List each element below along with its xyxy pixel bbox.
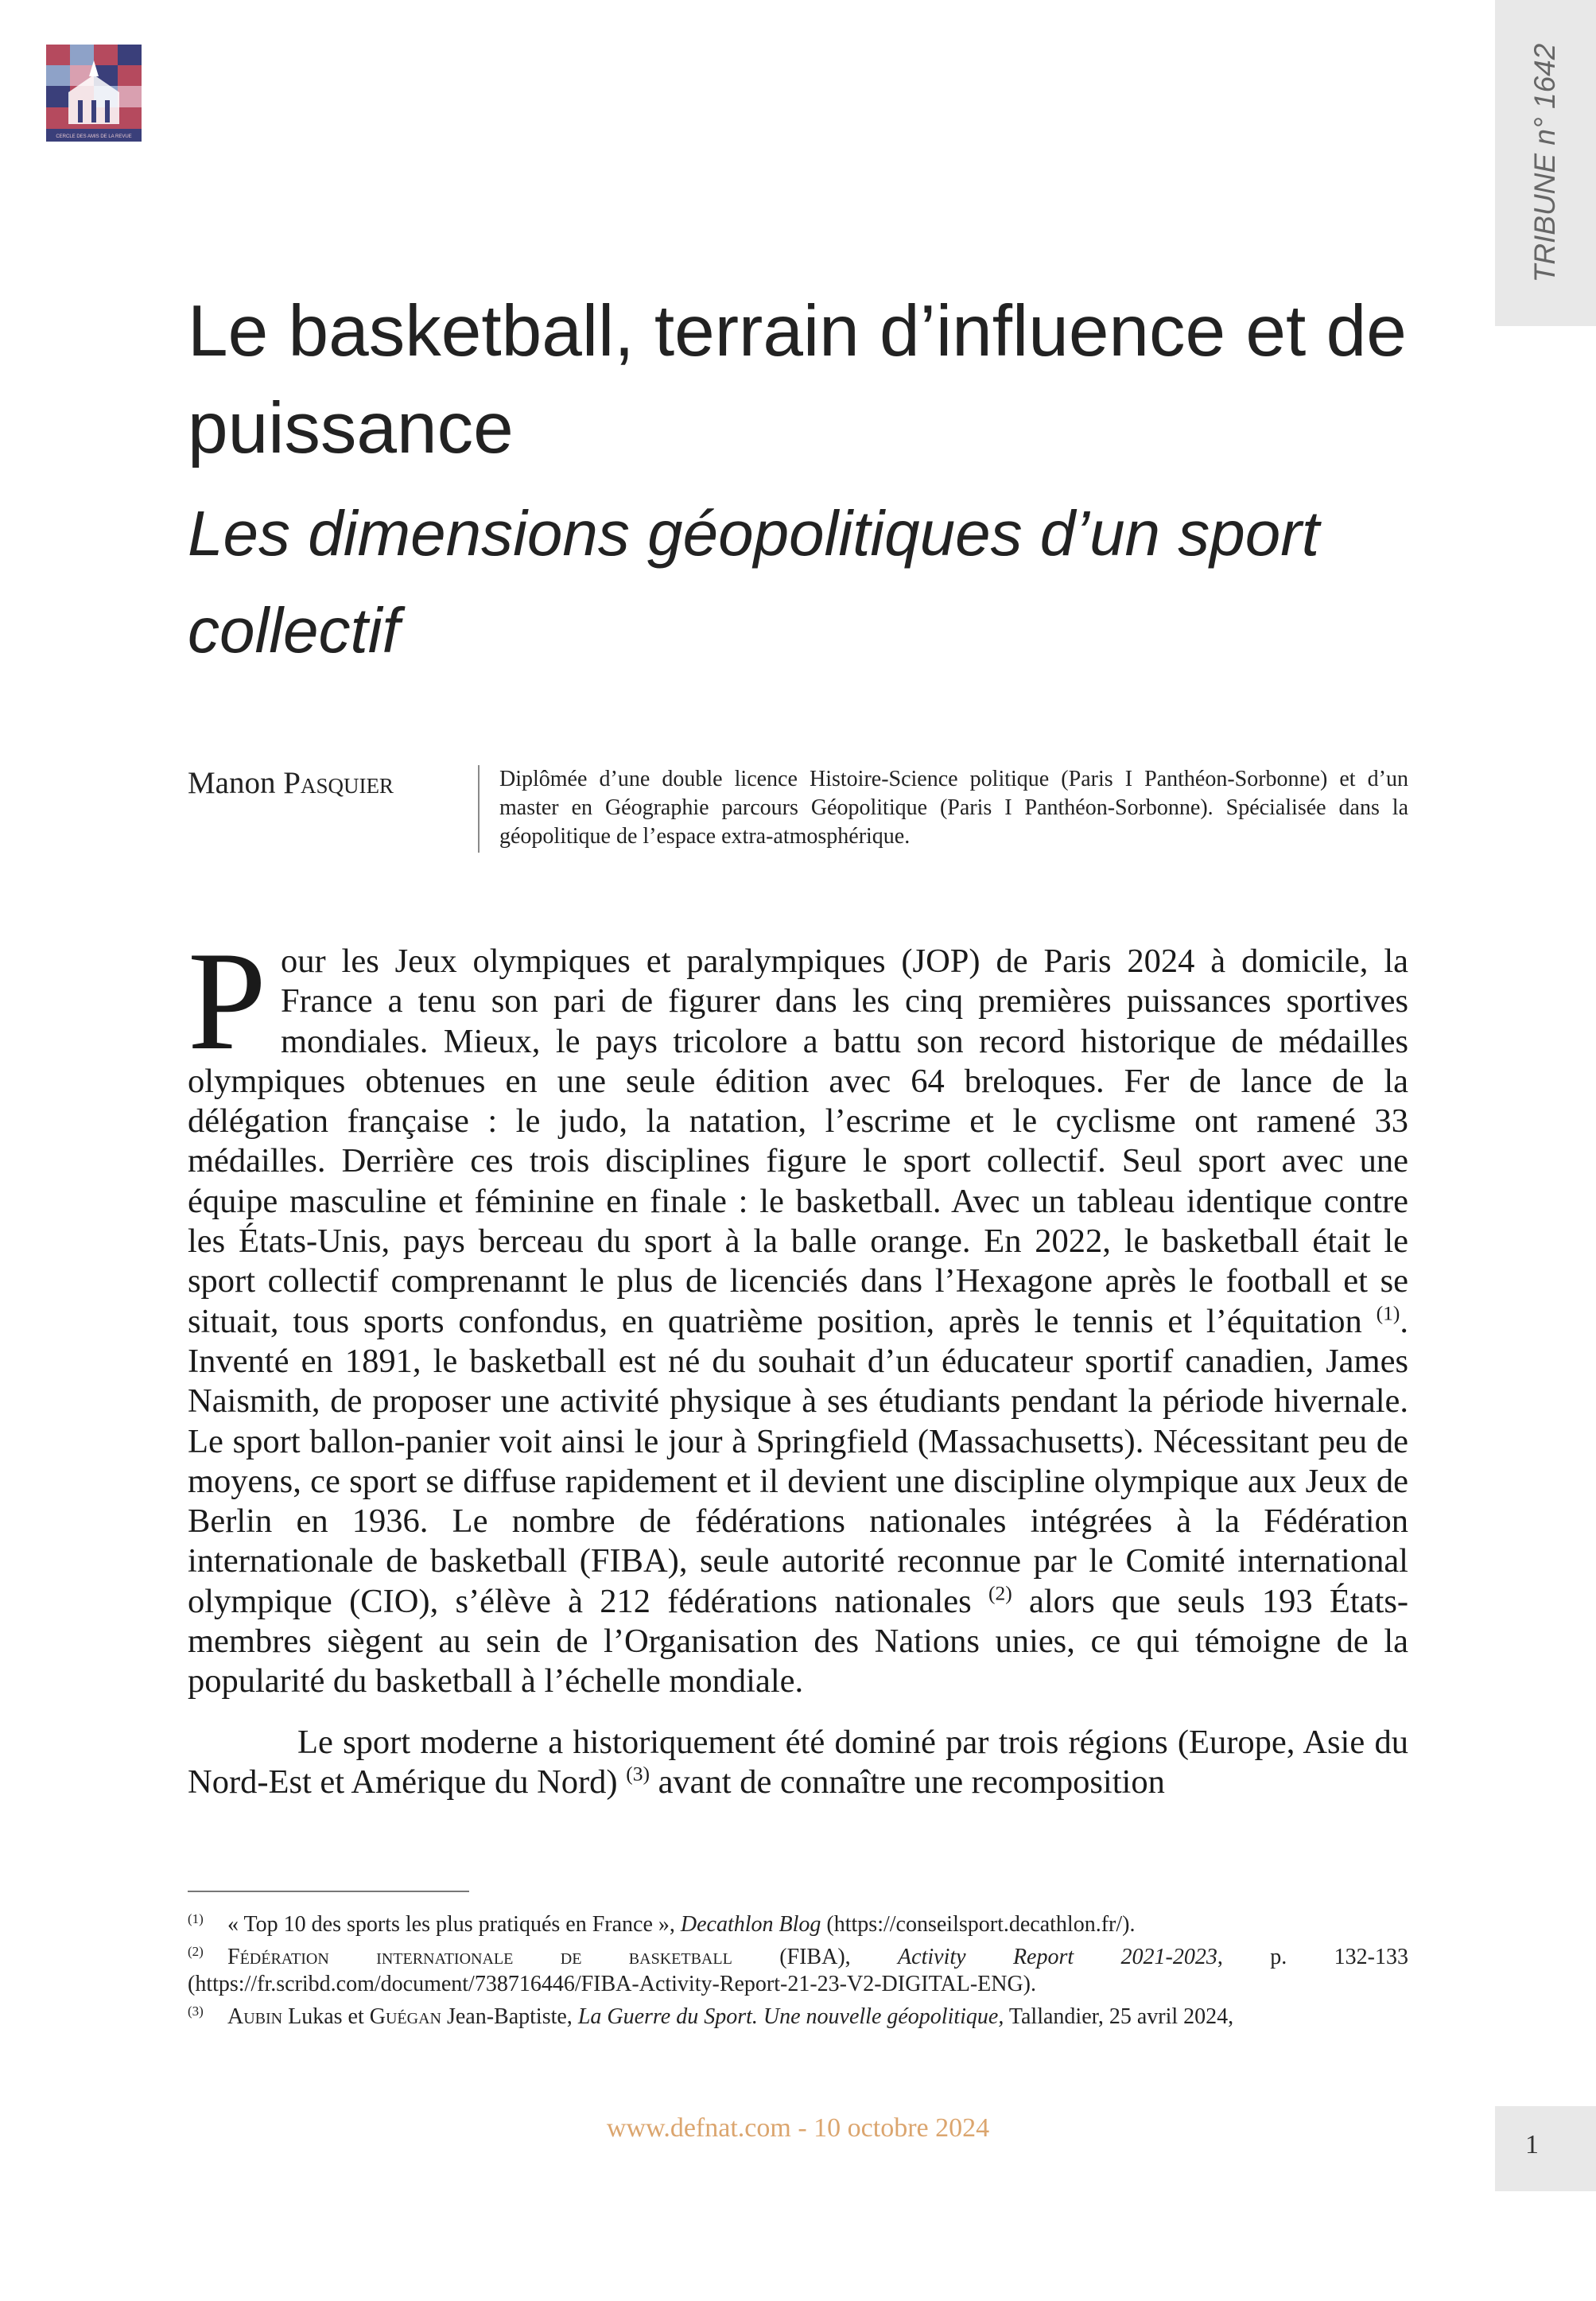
footnote-2 bbox=[188, 1938, 1408, 1998]
footnote-3 bbox=[188, 1998, 1408, 2031]
paragraph-text: our les Jeux olympiques et paralympiques (JOP) de Paris 2024 à domicile, la France a tenu son pari de figurer dans les cinq premières puissances sportives mondiales. Mieux, le pays tricolore a battu son record historique de médailles olympiques obtenues en une seule édition avec 64 breloques. Fer de lance de la délégation française : le judo, la natation, l’escrime et le cyclisme ont ramené 33 médailles. Derrière ces trois disciplines figure le sport collectif. Seul sport avec une équipe masculine et féminine en finale : le basketball. Avec un tableau identique contre les États-Unis, pays berceau du sport à la balle orange. En 2022, le basketball était le sport collectif comprenannt le plus de licenciés dans l’Hexagone après le football et se situait, tous sports confondus, en quatrième position, après le tennis et l’équitation bbox=[188, 943, 1408, 1340]
drop-cap: P bbox=[188, 922, 266, 1079]
logo-tile bbox=[118, 45, 142, 65]
logo-tile bbox=[70, 45, 94, 65]
footnote-source: La Guerre du Sport. Une nouvelle géopolitique, bbox=[577, 2004, 1004, 2029]
paragraph-1 bbox=[188, 922, 1409, 1702]
footnote-rule bbox=[188, 1891, 469, 1892]
logo-tile bbox=[46, 45, 70, 65]
footnote-text: « Top 10 des sports les plus pratiqués en France », bbox=[227, 1912, 681, 1937]
logo-image bbox=[46, 45, 142, 142]
footnote-author: Guégan bbox=[369, 2004, 441, 2029]
paragraph-text: . Inventé en 1891, le basketball est né du souhait d’un éducateur sportif canadien, James Naismith, de proposer une activité physique à ses étudiants pendant la période hivernale. Le sport ballon-panier voit ainsi le jour à Springfield (Massachusetts). Nécessitant peu de moyens, ce sport se diffuse rapidement et il devient une discipline olympique aux Jeux de Berlin en 1936. Le nombre de fédérations nationales intégrées à la Fédération internationale de basketball (FIBA), seule autorité reconnue par le Comité international olympique (CIO), s’élève à 212 fédérations nationales bbox=[188, 1302, 1408, 1620]
article-subtitle: Les dimensions géopolitiques d’un sport collectif bbox=[188, 498, 1320, 666]
author-last-name: Pasquier bbox=[283, 766, 394, 800]
paragraph-2 bbox=[188, 1723, 1408, 1803]
author-name bbox=[188, 765, 394, 801]
footnote-source: Activity Report 2021-2023 bbox=[898, 1945, 1217, 1969]
paragraph-text: avant de connaître une recomposition bbox=[649, 1763, 1165, 1801]
footnote-number: (1) bbox=[188, 1911, 204, 1926]
logo-column bbox=[105, 100, 110, 122]
footnote-author: Aubin bbox=[227, 2004, 283, 2029]
paragraph-text: alors que seuls 193 États-membres siègent au sein de l’Organisation des Nations unies, ce qui témoigne de la popularité du basketball à l’échelle mondiale. bbox=[188, 1582, 1409, 1700]
footnote-text: (FIBA), bbox=[732, 1945, 899, 1969]
footnote-1 bbox=[188, 1906, 1408, 1938]
logo-column bbox=[91, 100, 96, 122]
logo-tile bbox=[46, 86, 70, 107]
logo-tile bbox=[118, 86, 142, 107]
footnote-author: Fédération internationale de basketball bbox=[227, 1945, 732, 1969]
logo-tile bbox=[46, 65, 70, 86]
logo-column bbox=[78, 100, 83, 122]
footnotes bbox=[188, 1906, 1408, 2031]
footnote-source: Decathlon Blog bbox=[680, 1912, 821, 1937]
logo-tile bbox=[94, 45, 118, 65]
footnote-ref-1[interactable]: (1) bbox=[1376, 1301, 1400, 1325]
footnote-text: Lukas et bbox=[282, 2004, 370, 2029]
page-number-tab bbox=[1495, 2106, 1596, 2191]
tribune-tab bbox=[1495, 0, 1596, 326]
page-number: 1 bbox=[1525, 2130, 1539, 2159]
footnote-ref-2[interactable]: (2) bbox=[988, 1581, 1012, 1605]
footnote-text: Tallandier, 25 avril 2024, bbox=[1004, 2004, 1234, 2029]
author-divider bbox=[478, 765, 480, 853]
footnote-text: Jean-Baptiste, bbox=[441, 2004, 578, 2029]
author-first-name: Manon bbox=[188, 766, 276, 800]
logo-caption: CERCLE DES AMIS DE LA REVUE bbox=[56, 134, 132, 139]
footnote-number: (3) bbox=[188, 2004, 204, 2019]
footnote-link[interactable]: (https://conseilsport.decathlon.fr/). bbox=[821, 1912, 1136, 1937]
tribune-label: TRIBUNE n° 1642 bbox=[1528, 43, 1561, 283]
paragraph-text: Le sport moderne a historiquement été dominé par trois régions (Europe, Asie du Nord-Est et Amérique du Nord) bbox=[188, 1723, 1408, 1801]
article-title: Le basketball, terrain d’influence et de puissance bbox=[188, 291, 1407, 468]
article-body bbox=[188, 922, 1409, 1802]
footnote-link[interactable]: , p. 132-133 (https://fr.scribd.com/document/738716446/FIBA-Activity-Report-21-23-V2-DIGITAL-ENG). bbox=[188, 1945, 1408, 1996]
logo bbox=[46, 45, 142, 142]
footer-url-date[interactable]: www.defnat.com - 10 octobre 2024 bbox=[606, 2113, 990, 2143]
logo-tile bbox=[118, 65, 142, 86]
author-bio: Diplômée d’une double licence Histoire-Science politique (Paris I Panthéon-Sorbonne) et d’un master en Géographie parcours Géopolitique (Paris I Panthéon-Sorbonne). Spécialisée dans la géopolitique de l’espace extra-atmosphérique. bbox=[499, 767, 1408, 849]
footnote-number: (2) bbox=[188, 1944, 204, 1959]
footnote-ref-3[interactable]: (3) bbox=[626, 1762, 650, 1786]
